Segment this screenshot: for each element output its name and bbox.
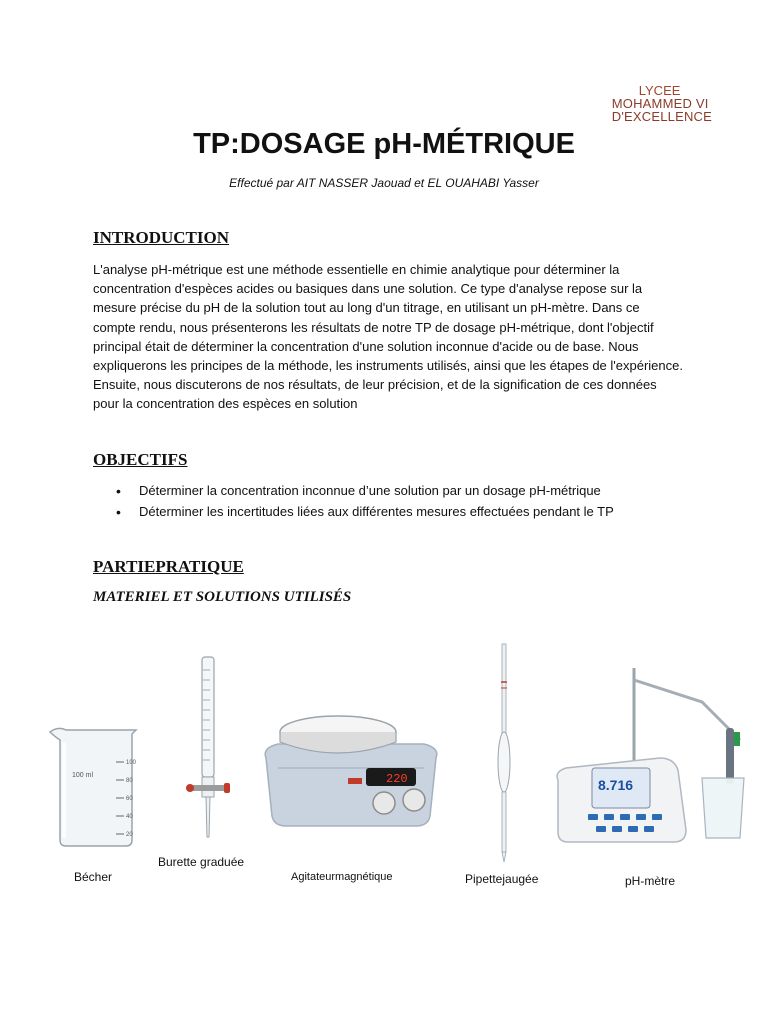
logo-line-2: MOHAMMED VI	[611, 96, 709, 111]
list-item: • Déterminer la concentration inconnue d’une solution par un dosage pH-métrique	[93, 481, 614, 502]
beaker-image	[44, 722, 144, 852]
magnetic-stirrer-image	[258, 708, 444, 830]
beaker-scale-mark: 80	[126, 778, 133, 784]
stirrer-display: 220	[386, 772, 408, 786]
burette-image	[180, 655, 240, 845]
beaker-scale-mark: 20	[126, 832, 133, 838]
logo-line-1: LYCEE	[638, 83, 681, 98]
ph-metre-caption: pH-mètre	[625, 874, 676, 888]
pipette-image	[492, 642, 516, 864]
authors-line: Effectué par AIT NASSER Jaouad et EL OUAHABI Yasser	[229, 176, 539, 190]
introduction-paragraph	[93, 260, 683, 414]
ph-meter-display: 8.716	[598, 777, 634, 793]
introduction-heading: INTRODUCTION	[93, 228, 230, 247]
ph-meter-image	[552, 662, 748, 852]
school-logo	[612, 84, 712, 123]
beaker-scale-mark: 40	[126, 814, 133, 820]
objectifs-heading: OBJECTIFS	[93, 450, 188, 469]
objectifs-list	[93, 481, 614, 522]
list-item: • Déterminer les incertitudes liées aux différentes mesures effectuées pendant le TP	[93, 502, 614, 523]
materiel-subheading: MATERIEL ET SOLUTIONS UTILISÉS	[93, 589, 352, 605]
partie-pratique-heading: PARTIEPRATIQUE	[93, 557, 244, 576]
beaker-volume-label: 100 ml	[72, 772, 94, 779]
pipette-caption: Pipettejaugée	[465, 872, 539, 886]
agitateur-caption: Agitateurmagnétique	[291, 871, 393, 883]
introduction-text: L'analyse pH-métrique est une méthode essentielle en chimie analytique pour déterminer la concentration d'espèces acides ou basiques dans une solution. Ce type d'analyse repose sur la mesure précise du pH de la solution tout au long d'un titrage, en utilisant un pH-mètre. Dans ce compte rendu, nous présenterons les résultats de notre TP de dosage pH-métrique, dont l'objectif principal était de déterminer la concentration d'une solution inconnue d'acide ou de base. Nous expliquerons les principes de la méthode, les instruments utilisés, ainsi que les étapes de l'expérience. Ensuite, nous discuterons de nos résultats, de leur précision, et de la signification de ces données pour la concentration des espèces en solution	[93, 262, 683, 412]
logo-line-3: D'EXCELLENCE	[611, 109, 712, 124]
burette-caption: Burette graduée	[158, 855, 245, 869]
beaker-scale-mark: 100	[126, 760, 137, 766]
beaker-scale-mark: 60	[126, 796, 133, 802]
becher-caption: Bécher	[74, 870, 113, 884]
document-title: TP:DOSAGE pH-MÉTRIQUE	[193, 128, 575, 160]
